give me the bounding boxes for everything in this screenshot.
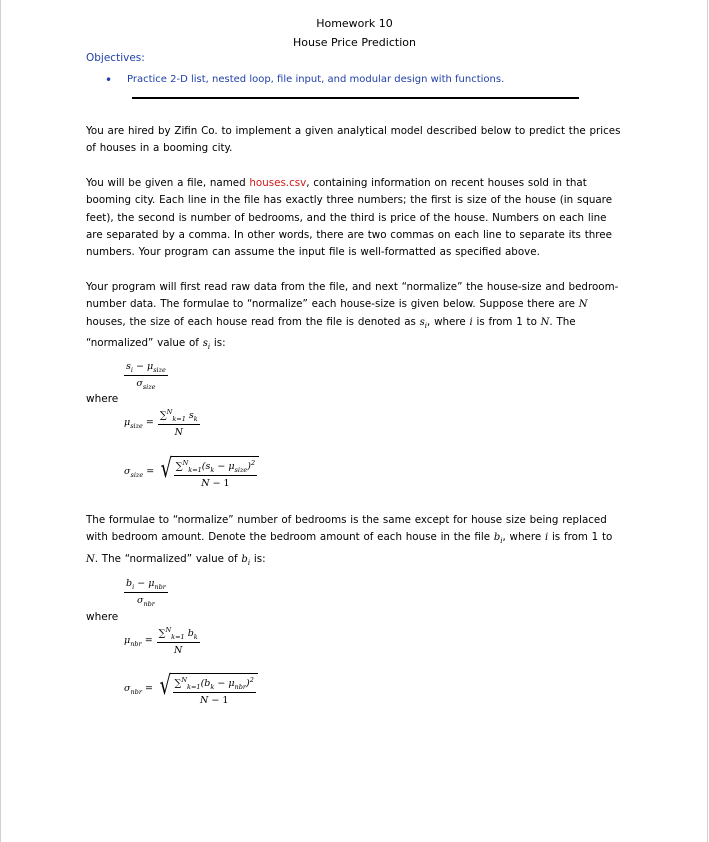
symbol-b-i-2: $b_i$: [241, 553, 251, 567]
symbol-N-2: N: [540, 316, 550, 328]
formula-normalized-bedrooms: $\frac{b_i - \mu_{nbr}}{\sigma_{nbr}}$: [126, 578, 166, 608]
p4-text-a: The formulae to “normalize” number of bedrooms is the same except for house size being replaced with bedroom amount. Denote the bedroom amount of each house in the file: [86, 514, 607, 544]
formula-mean-size: $\mu_{size}$ = $\frac{\sum^N_{k=1} s_k}{N}$: [124, 408, 198, 439]
p4-text-e: is:: [250, 552, 266, 565]
p2-text-before: You will be given a file, named: [86, 177, 250, 189]
symbol-N-3: N: [86, 553, 95, 565]
p3-text-f: is:: [210, 336, 226, 349]
p3-text-d: is from 1 to: [472, 315, 541, 328]
p3-text-b: houses, the size of each house read from the file is denoted as: [86, 315, 420, 328]
intro-paragraph: You are hired by Zifin Co. to implement a given analytical model described below to predict the prices of houses in a booming city.: [86, 125, 621, 155]
symbol-s-i: $s_i$: [419, 316, 428, 330]
normalize-bedroom-paragraph: [86, 512, 626, 572]
formula-std-bedrooms: $\sigma_{nbr}$ = √ $\frac{\sum^N_{k=1}(b_k - \mu_{nbr})^2}{N - 1}$: [124, 673, 258, 706]
p4-text-d: . The “normalized” value of: [94, 552, 242, 565]
formula-mean-bedrooms: $\mu_{nbr}$ = $\frac{\sum^N_{k=1} b_k}{N}$: [124, 626, 198, 657]
p3-text-e: . The “normalized” value of: [86, 315, 576, 349]
formula-std-size: $\sigma_{size}$ = √ $\frac{\sum^N_{k=1}(s_k - \mu_{size})^2}{N - 1}$: [124, 456, 259, 489]
p4-text-c: is from 1 to: [548, 531, 613, 544]
symbol-b-i: $b_i$: [493, 532, 503, 546]
normalize-size-paragraph: [86, 279, 626, 356]
page-edge-left: [0, 0, 1, 842]
p2-text-after: , containing information on recent houses sold in that booming city. Each line in the file has exactly three numbers; the first is size of the house (in square feet), the second is number of bedrooms, and the third is price of the house. Numbers on each line are separated by a comma. In other words, there are two commas on each line to separate its three numbers. Your program can assume the input file is well-formatted as specified above.: [86, 177, 613, 259]
file-description-paragraph: [86, 175, 626, 261]
document-title: Homework 10: [316, 17, 393, 30]
objectives-heading: Objectives:: [86, 52, 145, 64]
document-subtitle: House Price Prediction: [293, 36, 416, 49]
symbol-s-i-2: $s_i$: [202, 337, 211, 351]
symbol-i: i: [469, 316, 473, 328]
where-label-2: where: [86, 611, 119, 623]
where-label-1: where: [86, 393, 119, 405]
p3-text-a: Your program will first read raw data from the file, and next “normalize” the house-size and bedroom-number data. The formulae to “normalize” each house-size is given below. Suppose there are: [86, 281, 619, 311]
p3-text-c: , where: [427, 315, 470, 328]
symbol-i-2: i: [544, 532, 549, 544]
symbol-N: N: [578, 299, 588, 311]
objective-item: Practice 2-D list, nested loop, file input, and modular design with functions.: [127, 74, 505, 85]
bullet-icon: •: [105, 73, 113, 87]
formula-normalized-size: $\frac{s_i - \mu_{size}}{\sigma_{size}}$: [126, 361, 166, 391]
p4-text-b: , where: [502, 531, 545, 544]
horizontal-rule: [132, 97, 579, 99]
page-edge-right: [707, 0, 708, 842]
filename-link: houses.csv: [249, 177, 307, 189]
